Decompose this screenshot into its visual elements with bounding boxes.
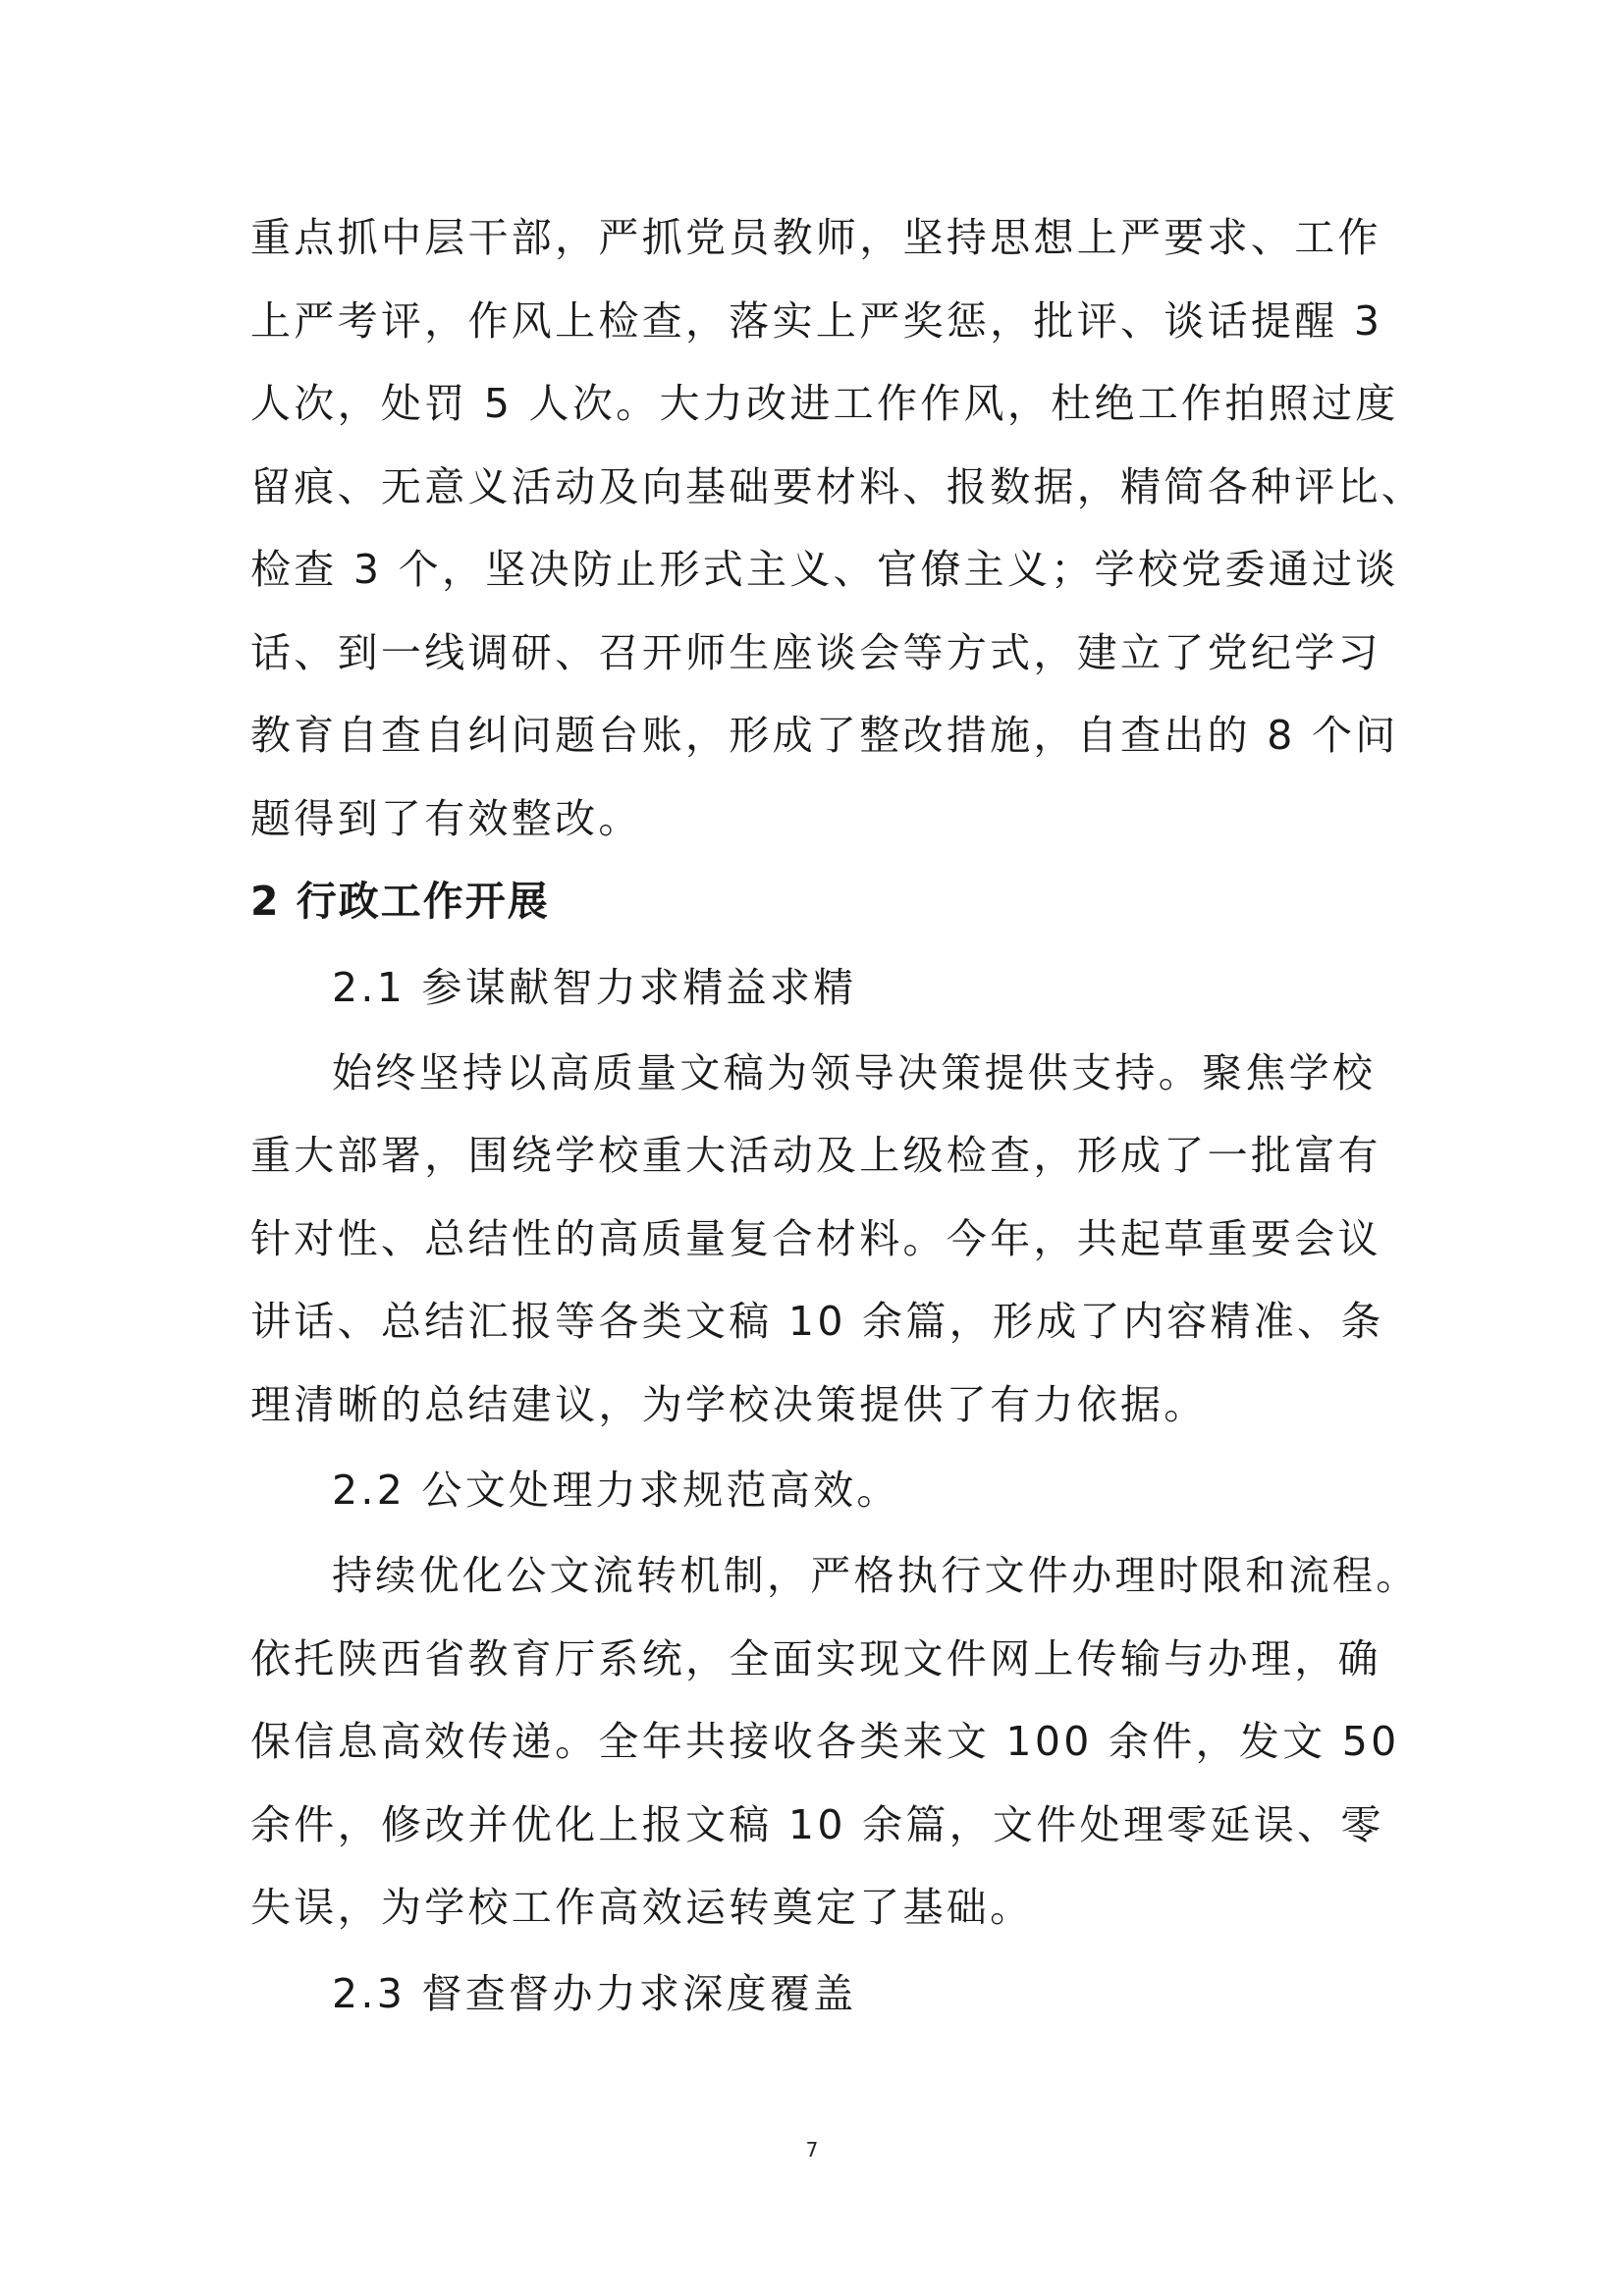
body-line: 余件，修改并优化上报文稿 10 余篇，文件处理零延误、零 [250, 1800, 1384, 1848]
subsection-heading: 2.1 参谋献智力求精益求精 [332, 963, 857, 1011]
body-line: 话、到一线调研、召开师生座谈会等方式，建立了党纪学习 [250, 628, 1381, 676]
body-line: 依托陕西省教育厅系统，全面实现文件网上传输与办理，确 [250, 1634, 1381, 1682]
subsection-heading: 2.3 督查督办力求深度覆盖 [332, 1969, 857, 2017]
body-line: 讲话、总结汇报等各类文稿 10 余篇，形成了内容精准、条 [250, 1298, 1384, 1345]
body-line: 持续优化公文流转机制，严格执行文件办理时限和流程。 [332, 1552, 1420, 1599]
body-line: 题得到了有效整改。 [250, 794, 642, 842]
body-line: 人次，处罚 5 人次。大力改进工作作风，杜绝工作拍照过度 [250, 380, 1399, 427]
body-line: 上严考评，作风上检查，落实上严奖惩，批评、谈话提醒 3 [250, 296, 1383, 345]
body-line: 保信息高效传递。全年共接收各类来文 100 余件，发文 50 [250, 1718, 1400, 1765]
page-number: 7 [805, 2138, 819, 2162]
body-line: 教育自查自纠问题台账，形成了整改措施，自查出的 8 个问 [250, 712, 1399, 759]
body-line: 始终坚持以高质量文稿为领导决策提供支持。聚焦学校 [332, 1048, 1377, 1096]
body-line: 重大部署，围绕学校重大活动及上级检查，形成了一批富有 [250, 1132, 1381, 1179]
section-heading: 2 行政工作开展 [250, 878, 550, 925]
body-line: 理清晰的总结建议，为学校决策提供了有力依据。 [250, 1380, 1208, 1428]
body-line: 检查 3 个，坚决防止形式主义、官僚主义；学校党委通过谈 [250, 546, 1399, 593]
body-line: 失误，为学校工作高效运转奠定了基础。 [250, 1884, 1034, 1931]
body-line: 重点抓中层干部，严抓党员教师，坚持思想上严要求、工作 [250, 214, 1381, 261]
document-body [250, 196, 1426, 2038]
subsection-heading: 2.2 公文处理力求规范高效。 [332, 1467, 900, 1514]
body-line: 针对性、总结性的高质量复合材料。今年，共起草重要会议 [250, 1214, 1381, 1262]
body-line: 留痕、无意义活动及向基础要材料、报数据，精简各种评比、 [250, 462, 1426, 510]
